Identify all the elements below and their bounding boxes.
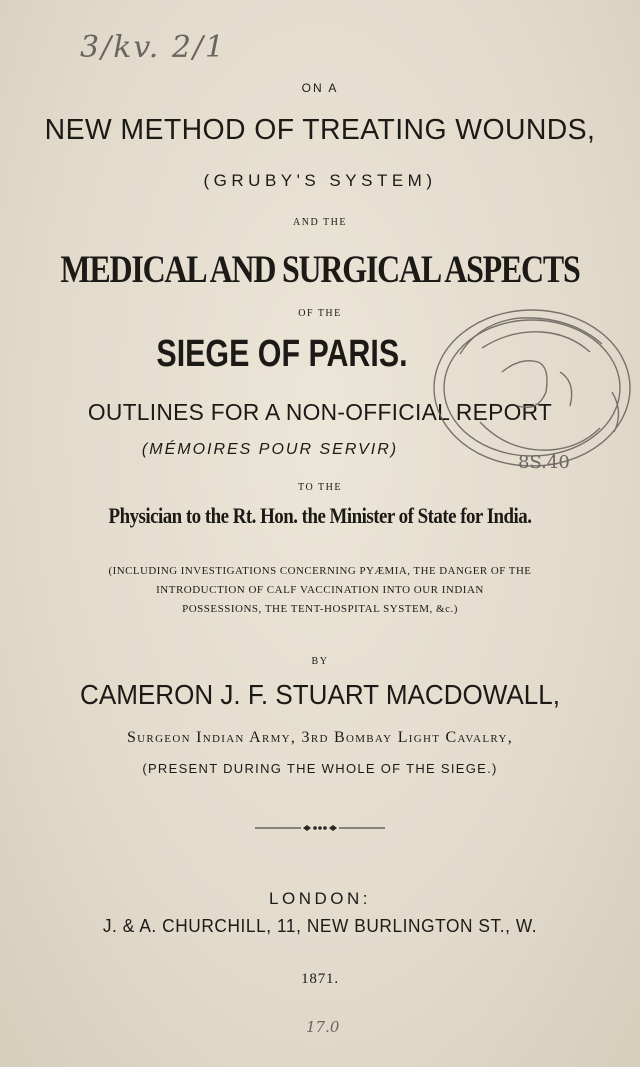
handwritten-note-bottom: 17.0 [306,1018,340,1036]
including-line-1: (INCLUDING INVESTIGATIONS CONCERNING PYÆMIA, THE DANGER OF THE [108,565,532,577]
present-line: (PRESENT DURING THE WHOLE OF THE SIEGE.) [142,761,498,776]
title-line-siege-of-paris: SIEGE OF PARIS. [156,333,408,375]
author-line: CAMERON J. F. STUART MACDOWALL, [80,679,560,710]
title-line-gruby-system: (GRUBY'S SYSTEM) [203,171,437,190]
stamp-number: 8S.40 [518,452,570,472]
by-line: BY [311,656,329,667]
ornament-rule [255,822,385,834]
outlines-line: OUTLINES FOR A NON-OFFICIAL REPORT [87,399,553,425]
and-the-line: AND THE [293,217,347,228]
publisher-line: J. & A. CHURCHILL, 11, NEW BURLINGTON ST., W. [102,916,538,936]
author-role-line: Surgeon Indian Army, 3rd Bombay Light Cavalry, [126,729,514,746]
publication-year: 1871. [301,971,339,987]
handwritten-shelfmark: 3/kv. 2/1 [80,30,227,65]
library-stamp [420,302,635,472]
to-the-line: TO THE [298,482,342,493]
title-line-medical-surgical: MEDICAL AND SURGICAL ASPECTS [60,248,580,291]
including-line-2: INTRODUCTION OF CALF VACCINATION INTO OUR INDIAN [156,584,484,596]
publication-place: LONDON: [269,889,371,908]
title-line-new-method: NEW METHOD OF TREATING WOUNDS, [44,114,596,146]
of-the-line: OF THE [298,308,342,319]
including-line-3: POSSESSIONS, THE TENT-HOSPITAL SYSTEM, &c.) [182,603,458,615]
dedication-line: Physician to the Rt. Hon. the Minister of State for India. [108,503,532,528]
memoires-line: (MÉMOIRES POUR SERVIR) [141,441,399,458]
on-a-line: ON A [301,81,339,95]
